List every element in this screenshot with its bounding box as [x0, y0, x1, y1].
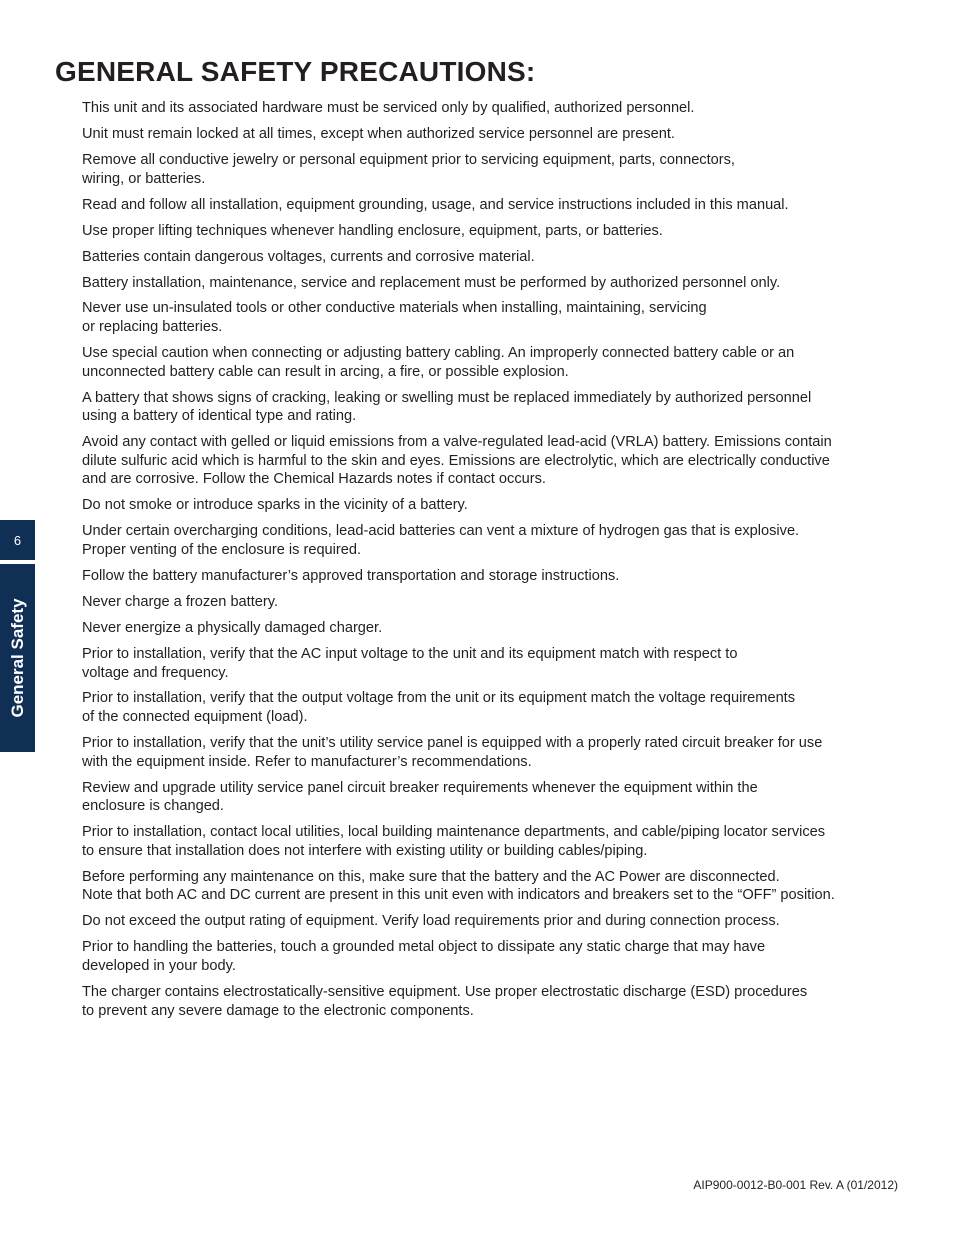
precaution-item: Use proper lifting techniques whenever handling enclosure, equipment, parts, or batteries.	[82, 222, 663, 239]
precaution-item: Unit must remain locked at all times, except when authorized service personnel are present.	[82, 125, 675, 142]
precaution-item: Under certain overcharging conditions, lead-acid batteries can vent a mixture of hydrogen gas that is explosive. Proper venting of the enclosure is required.	[82, 523, 800, 558]
precaution-item: Review and upgrade utility service panel circuit breaker requirements whenever the equipment within the enclosure is changed.	[82, 779, 758, 815]
precaution-item: Prior to installation, verify that the output voltage from the unit or its equipment match the voltage requirements of the connected equipment (load).	[82, 690, 796, 726]
precaution-item: Never energize a physically damaged charger.	[82, 619, 383, 636]
precaution-item: Prior to handling the batteries, touch a grounded metal object to dissipate any static charge that may have developed in your body.	[82, 939, 766, 974]
precaution-item: Never use un-insulated tools or other conductive materials when installing, maintaining, servicing or replacing batteries.	[82, 300, 707, 336]
precaution-item: A battery that shows signs of cracking, leaking or swelling must be replaced immediately by authorized personnel using a battery of identical type and rating.	[82, 389, 812, 425]
precaution-item: Batteries contain dangerous voltages, currents and corrosive material.	[82, 248, 535, 265]
precaution-item: Use special caution when connecting or adjusting battery cabling. An improperly connected battery cable or an unconnected battery cable can result in arcing, a fire, or possible explosion.	[82, 345, 795, 380]
precaution-item: Prior to installation, verify that the AC input voltage to the unit and its equipment match with respect to voltage and frequency.	[82, 645, 738, 681]
section-tab	[0, 564, 35, 752]
page-number-tab	[0, 520, 35, 560]
precaution-item: This unit and its associated hardware must be serviced only by qualified, authorized personnel.	[82, 100, 695, 116]
precaution-item: Do not exceed the output rating of equipment. Verify load requirements prior and during connection process.	[82, 913, 780, 930]
precaution-item: Never charge a frozen battery.	[82, 593, 279, 610]
precaution-item: The charger contains electrostatically-sensitive equipment. Use proper electrostatic discharge (ESD) procedures to prevent any severe damage to the electronic components.	[82, 983, 808, 1019]
page-number: 6	[13, 532, 22, 548]
precaution-item: Do not smoke or introduce sparks in the vicinity of a battery.	[82, 497, 468, 514]
document-number: AIP900-0012-B0-001 Rev. A (01/2012)	[693, 1178, 898, 1192]
precaution-item: Remove all conductive jewelry or personal equipment prior to servicing equipment, parts, connectors, wiring, or batteries.	[82, 151, 735, 187]
precaution-item: Follow the battery manufacturer’s approved transportation and storage instructions.	[82, 567, 620, 584]
precaution-item: Prior to installation, verify that the unit’s utility service panel is equipped with a properly rated circuit breaker for use with the equipment inside. Refer to manufacturer’s recommendations.	[82, 735, 823, 770]
section-tab-label: General Safety	[7, 598, 27, 718]
precaution-item: Battery installation, maintenance, service and replacement must be performed by authorized personnel only.	[82, 274, 781, 291]
precaution-item: Prior to installation, contact local utilities, local building maintenance departments, and cable/piping locator services to ensure that installation does not interfere with existing utility or building cables/piping.	[82, 824, 826, 859]
precautions-list	[82, 99, 892, 1028]
page-title: GENERAL SAFETY PRECAUTIONS:	[55, 56, 536, 87]
precaution-item: Read and follow all installation, equipment grounding, usage, and service instructions included in this manual.	[82, 196, 789, 213]
precaution-item: Before performing any maintenance on this, make sure that the battery and the AC Power are disconnected. Note that both AC and DC current are present in this unit even with indicators and breakers set to the “OFF” position.	[82, 868, 835, 904]
precaution-item: Avoid any contact with gelled or liquid emissions from a valve-regulated lead-acid (VRLA) battery. Emissions contain dilute sulfuric acid which is harmful to the skin and eyes. Emissions are electrolytic, which are electrically conductive and are corrosive. Follow the Chemical Hazards notes if contact occurs.	[82, 434, 832, 488]
